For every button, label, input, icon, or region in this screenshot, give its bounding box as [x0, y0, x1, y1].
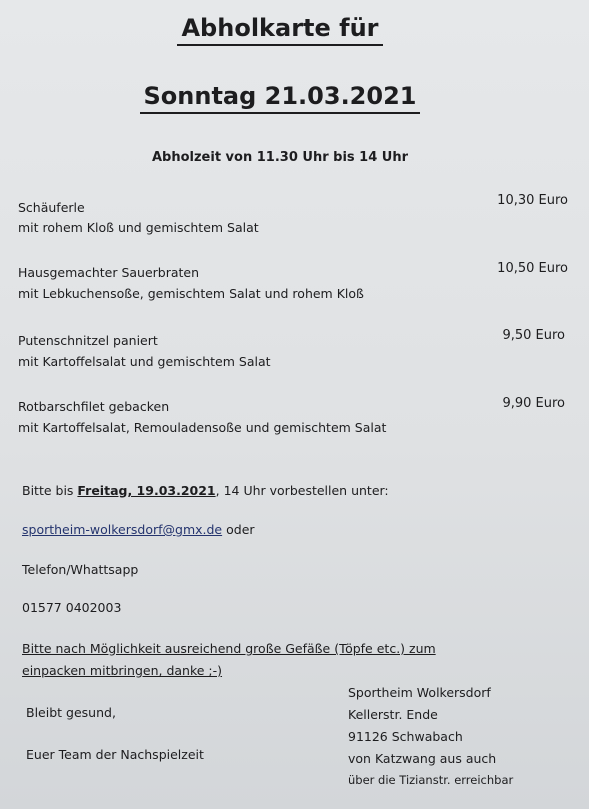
title-date: Sonntag 21.03.2021 — [0, 82, 560, 114]
menu-item-description: mit rohem Kloß und gemischtem Salat — [18, 220, 259, 235]
container-note-line1: Bitte nach Möglichkeit ausreichend große Gefäße (Töpfe etc.) zum — [22, 641, 436, 656]
menu-item-name: Putenschnitzel paniert — [18, 333, 158, 348]
address-street: Kellerstr. Ende — [348, 707, 438, 722]
menu-item-description: mit Kartoffelsalat, Remouladensoße und gemischtem Salat — [18, 420, 387, 435]
address-city: 91126 Schwabach — [348, 729, 463, 744]
title-line1: Abholkarte für — [0, 14, 560, 46]
container-note-line2: einpacken mitbringen, danke ;-) — [22, 663, 223, 678]
phone-label: Telefon/Whattsapp — [22, 562, 139, 577]
menu-item-price: 9,90 Euro — [502, 396, 565, 411]
address-name: Sportheim Wolkersdorf — [348, 685, 491, 700]
menu-item-price: 10,30 Euro — [497, 193, 568, 208]
menu-item-price: 10,50 Euro — [497, 261, 568, 276]
greeting: Bleibt gesund, — [26, 705, 116, 720]
phone-number: 01577 0402003 — [22, 600, 122, 615]
menu-item-description: mit Lebkuchensoße, gemischtem Salat und rohem Kloß — [18, 286, 364, 301]
address-access-line2: über die Tizianstr. erreichbar — [348, 773, 514, 787]
menu-item-name: Schäuferle — [18, 200, 85, 215]
order-deadline: Freitag, 19.03.2021 — [77, 483, 216, 498]
order-instructions: Bitte bis Freitag, 19.03.2021, 14 Uhr vorbestellen unter: — [22, 483, 389, 498]
menu-item-price: 9,50 Euro — [502, 328, 565, 343]
signature: Euer Team der Nachspielzeit — [26, 747, 204, 762]
menu-item-description: mit Kartoffelsalat und gemischtem Salat — [18, 354, 271, 369]
address-access-line1: von Katzwang aus auch — [348, 751, 497, 766]
order-email-line: sportheim-wolkersdorf@gmx.de oder — [22, 522, 255, 537]
menu-item-name: Rotbarschfilet gebacken — [18, 399, 170, 414]
email-link[interactable]: sportheim-wolkersdorf@gmx.de — [22, 522, 223, 537]
pickup-time: Abholzeit von 11.30 Uhr bis 14 Uhr — [151, 150, 409, 165]
menu-item-name: Hausgemachter Sauerbraten — [18, 265, 200, 280]
